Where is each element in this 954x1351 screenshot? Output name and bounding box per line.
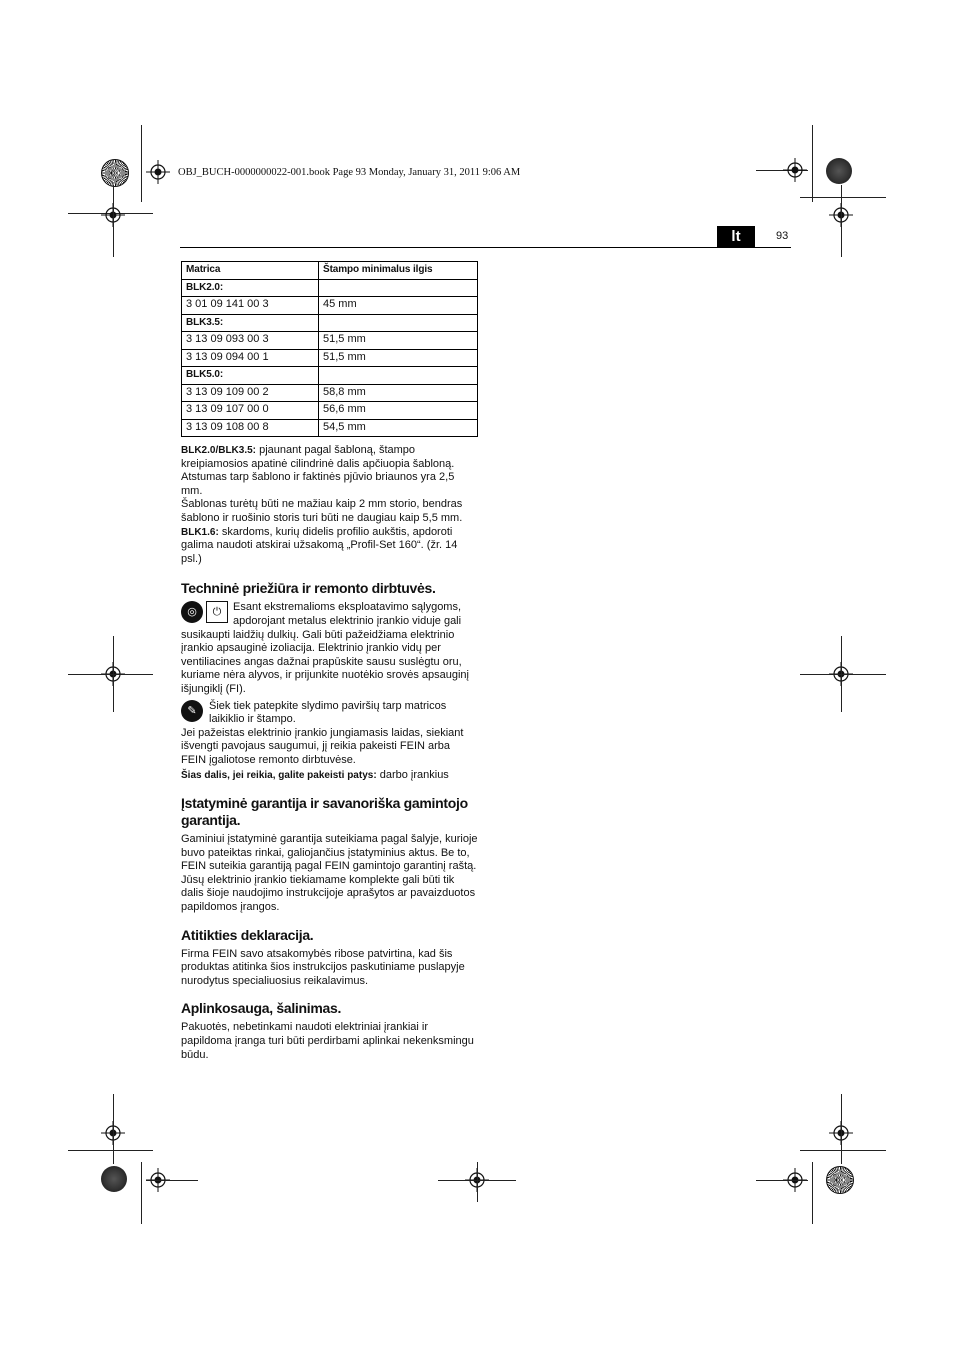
- table-cell-length: 54,5 mm: [319, 419, 478, 437]
- lubricate-icon: ✎: [181, 700, 203, 722]
- blk2-label: BLK2.0/BLK3.5:: [181, 445, 257, 456]
- blk16-note: [181, 526, 478, 567]
- blk16-label: BLK1.6:: [181, 526, 219, 538]
- blk2-text: pjaunant pagal šabloną, štampo kreipiamosios apatinė cilindrinė dalis apčiuopia šabloną. Atstumas tarp šablono ir faktinės pjūvio briaunos yra 2,5 mm.: [181, 444, 455, 497]
- table-cell-die: 3 01 09 141 00 3: [182, 297, 319, 315]
- environment-para: Pakuotės, nebetinkami naudoti elektriniai įrankiai ir papildoma įranga turi būti perdirbami aplinkai nekenksmingu būdu.: [181, 1021, 474, 1061]
- replaceable-parts-label: Šias dalis, jei reikia, galite pakeisti patys:: [181, 770, 377, 782]
- warranty-heading: Įstatyminė garantija ir savanoriška gamintojo garantija.: [181, 795, 468, 829]
- table-cell-length: 58,8 mm: [319, 384, 478, 402]
- blk2-note: [181, 444, 478, 498]
- lubricate-icon-wrap: [181, 700, 203, 722]
- unplug-icon: ⏻: [206, 601, 228, 623]
- environment-heading: Aplinkosauga, šalinimas.: [181, 1000, 342, 1017]
- content-column: [181, 261, 478, 1062]
- template-note: Šablonas turėtų būti ne mažiau kaip 2 mm storio, bendras šablono ir ruošinio storis turi būti ne daugiau kaip 5,5 mm.: [181, 498, 463, 524]
- table-row: [182, 419, 478, 437]
- table-header-row: [182, 262, 478, 280]
- book-header: OBJ_BUCH-0000000022-001.book Page 93 Monday, January 31, 2011 9:06 AM: [178, 167, 521, 178]
- table-cell-die: 3 13 09 093 00 3: [182, 332, 319, 350]
- table-row: [182, 349, 478, 367]
- table-cell-length: 51,5 mm: [319, 349, 478, 367]
- registration-mark-icon: [783, 158, 807, 182]
- table-cell-die: 3 13 09 109 00 2: [182, 384, 319, 402]
- header-rule: [180, 247, 791, 248]
- table-cell-length: 45 mm: [319, 297, 478, 315]
- replaceable-parts-text: darbo įrankius: [376, 769, 449, 782]
- table-row: [182, 402, 478, 420]
- blk16-text: skardoms, kurių didelis profilio aukštis, apdoroti galima naudoti atskirai užsakomą „Profil-Set 160“. (žr. 14 psl.): [181, 525, 458, 565]
- table-group-row: [182, 314, 478, 332]
- table-row: [182, 332, 478, 350]
- maintenance-para-2-text: Šiek tiek patepkite slydimo paviršių tarp matricos laikiklio ir štampo.: [209, 699, 447, 726]
- conformity-heading: Atitikties deklaracija.: [181, 926, 314, 943]
- table-cell-die: 3 13 09 107 00 0: [182, 402, 319, 420]
- warranty-para-1: Gaminiui įstatyminė garantija suteikiama pagal šalyje, kurioje buvo pateiktas rinkai, galiojančius įstatyminius aktus. Be to, FEIN suteikia garantiją pagal FEIN gamintojo garantinį raštą.: [181, 833, 478, 873]
- color-target-icon: [826, 1166, 854, 1194]
- table-cell-length: 51,5 mm: [319, 332, 478, 350]
- maintenance-para-2: [181, 700, 478, 727]
- table-group-name: BLK3.5:: [182, 314, 319, 332]
- maintenance-para-3: Jei pažeistas elektrinio įrankio jungiamasis laidas, siekiant išvengti pavojaus saugumui, jį reikia pakeisti FEIN arba FEIN įgaliotose remonto dirbtuvėse.: [181, 726, 464, 766]
- page-number: 93: [776, 230, 789, 242]
- table-cell-length: 56,6 mm: [319, 402, 478, 420]
- color-target-icon: [101, 1166, 127, 1192]
- maintenance-para-1-text: Esant ekstremalioms eksploatavimo sąlygoms, apdorojant metalus elektrinio įrankio viduje gali susikaupti laidžių dulkių. Gali būti pažeidžiama elektrinio įrankio apsauginė izoliacija. Elektrinio įrankio vidų per ventiliacines angas dažnai prapūskite sausu suslėgtu oru, kuriame nėra alyvos, ir prijunkite nuotėkio srovės apsauginį išjungiklį (FI).: [181, 601, 469, 695]
- table-row: [182, 384, 478, 402]
- goggles-icon: ◎: [181, 601, 203, 623]
- registration-mark-icon: [146, 160, 170, 184]
- color-target-icon: [826, 158, 852, 184]
- table-header-length: Štampo minimalus ilgis: [319, 262, 478, 280]
- table-group-name: BLK2.0:: [182, 279, 319, 297]
- conformity-para: Firma FEIN savo atsakomybės ribose patvirtina, kad šis produktas atitinka šios instrukcijos paskutiniame puslapyje nurodytus specialiuosius reikalavimus.: [181, 947, 465, 987]
- table-header-die: Matrica: [182, 262, 319, 280]
- table-group-row: [182, 367, 478, 385]
- replaceable-parts: [181, 769, 478, 783]
- warranty-para-2: Jūsų elektrinio įrankio tiekiamame komplekte gali būti tik dalis šioje naudojimo instrukcijoje aprašytos ar pavaizduotos papildomos įrangos.: [181, 873, 476, 914]
- language-badge: lt: [717, 226, 755, 248]
- color-target-icon: [101, 159, 129, 187]
- maintenance-icons: [181, 601, 228, 623]
- maintenance-para-1: [181, 601, 478, 696]
- table-cell-die: 3 13 09 094 00 1: [182, 349, 319, 367]
- table-row: [182, 297, 478, 315]
- maintenance-heading: Techninė priežiūra ir remonto dirbtuvės.: [181, 580, 436, 597]
- table-group-name: BLK5.0:: [182, 367, 319, 385]
- table-cell-die: 3 13 09 108 00 8: [182, 419, 319, 437]
- table-group-row: [182, 279, 478, 297]
- die-length-table: [181, 261, 478, 437]
